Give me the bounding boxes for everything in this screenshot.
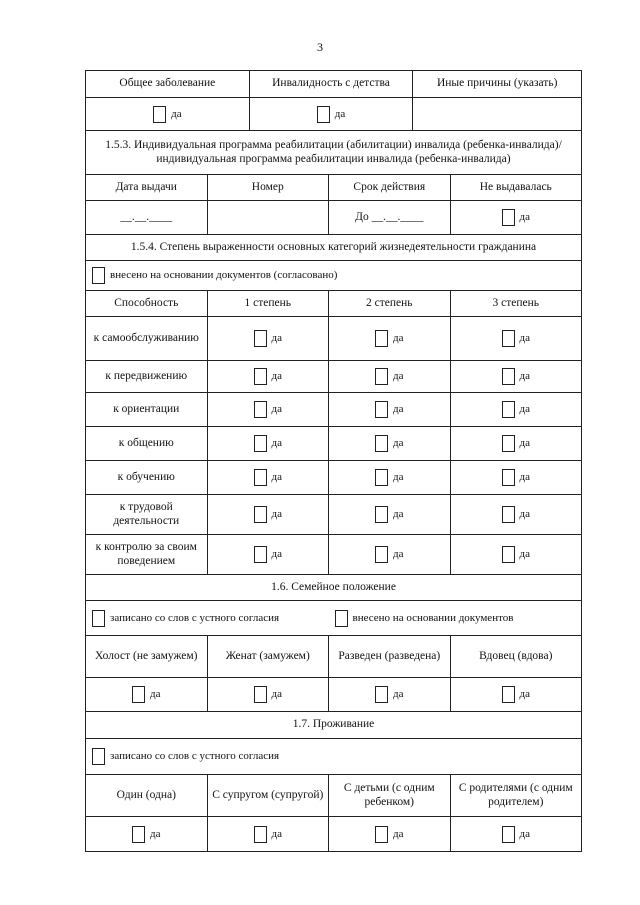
yes-label: да [393,470,404,483]
header-degree-2: 2 степень [329,291,451,317]
communication-degree-3-checkbox[interactable] [502,435,515,452]
single-checkbox[interactable] [132,686,145,703]
communication-degree-2-checkbox[interactable] [375,435,388,452]
form-page [85,70,582,852]
header-degree-1: 1 степень [207,291,329,317]
self-care-degree-3-checkbox[interactable] [502,330,515,347]
table-row [86,495,582,535]
ability-label: к обучению [86,461,208,495]
header-other-causes: Иные причины (указать) [413,71,582,98]
ability-label: к трудовой деятельности [86,495,208,535]
alone-checkbox[interactable] [132,826,145,843]
header-not-issued: Не выдавалась [450,175,581,201]
with-spouse-checkbox[interactable] [254,826,267,843]
mobility-degree-3-checkbox[interactable] [502,368,515,385]
section-1-6-title: 1.6. Семейное положение [86,575,582,601]
yes-label: да [271,687,283,700]
life-activity-table [85,234,582,575]
self-care-degree-2-checkbox[interactable] [375,330,388,347]
learning-degree-2-checkbox[interactable] [375,469,388,486]
ability-label: к передвижению [86,361,208,393]
not-issued-cell [450,201,581,235]
table-row [86,535,582,575]
yes-label: да [393,369,404,382]
marital-oral-cell [86,601,329,636]
yes-label: да [393,507,404,520]
behavior-control-degree-3-checkbox[interactable] [502,546,515,563]
living-oral-checkbox[interactable] [92,748,105,765]
table-row [86,461,582,495]
table-row [86,317,582,361]
yes-label: да [150,827,161,840]
living-oral-label: записано со слов с устного согласия [110,749,280,762]
header-married: Женат (замужем) [207,636,329,678]
yes-label: да [393,827,404,840]
self-care-degree-1-checkbox[interactable] [254,330,267,347]
header-single: Холост (не замужем) [86,636,208,678]
mobility-degree-1-checkbox[interactable] [254,368,267,385]
yes-label: да [171,107,182,120]
widowed-checkbox[interactable] [502,686,515,703]
section-1-5-3-title: 1.5.3. Индивидуальная программа реабилитации (абилитации) инвалида (ребенка-инвалида)/индивидуальная программа реабилитации инвалида (ребенка-инвалида) [86,131,582,175]
header-validity: Срок действия [329,175,451,201]
marital-oral-label: записано со слов с устного согласия [110,611,280,624]
validity-until-field[interactable]: До __.__.____ [329,201,451,235]
marital-oral-checkbox[interactable] [92,610,105,627]
yes-label: да [150,687,161,700]
ability-label: к ориентации [86,393,208,427]
header-with-spouse: С супругом (супругой) [207,775,329,817]
cause-general-cell [86,98,250,131]
behavior-control-degree-2-checkbox[interactable] [375,546,388,563]
yes-label: да [271,402,283,415]
yes-label: да [393,547,404,560]
yes-label: да [271,369,283,382]
yes-label: да [519,470,531,483]
header-alone: Один (одна) [86,775,208,817]
header-divorced: Разведен (разведена) [329,636,451,678]
yes-label: да [271,470,283,483]
basis-docs-cell [86,261,582,291]
basis-docs-label: внесено на основании документов (согласовано) [110,268,338,281]
table-row [86,427,582,461]
marital-docs-checkbox[interactable] [335,610,348,627]
header-issue-date: Дата выдачи [86,175,208,201]
header-degree-3: 3 степень [450,291,581,317]
header-widowed: Вдовец (вдова) [450,636,581,678]
section-1-7-title: 1.7. Проживание [86,712,582,739]
header-disabled-since-childhood: Инвалидность с детства [249,71,413,98]
yes-label: да [519,402,531,415]
behavior-control-degree-1-checkbox[interactable] [254,546,267,563]
header-general-disease: Общее заболевание [86,71,250,98]
yes-label: да [271,436,283,449]
not-issued-checkbox[interactable] [502,209,515,226]
table-row [86,393,582,427]
work-degree-1-checkbox[interactable] [254,506,267,523]
mobility-degree-2-checkbox[interactable] [375,368,388,385]
yes-label: да [271,331,283,344]
table-row [86,361,582,393]
other-causes-field[interactable] [413,98,582,131]
rehab-program-table [85,130,582,235]
communication-degree-1-checkbox[interactable] [254,435,267,452]
marital-status-table [85,574,582,712]
living-oral-cell [86,739,582,775]
orientation-degree-3-checkbox[interactable] [502,401,515,418]
disability-cause-table [85,70,582,131]
header-ability: Способность [86,291,208,317]
learning-degree-3-checkbox[interactable] [502,469,515,486]
yes-label: да [271,547,283,560]
header-with-parents: С родителями (с одним родителем) [450,775,581,817]
living-arrangement-table [85,711,582,852]
header-with-children: С детьми (с одним ребенком) [329,775,451,817]
work-degree-2-checkbox[interactable] [375,506,388,523]
work-degree-3-checkbox[interactable] [502,506,515,523]
issue-date-field[interactable]: __.__.____ [86,201,208,235]
ability-label: к самообслуживанию [86,317,208,361]
section-1-5-4-title: 1.5.4. Степень выраженности основных категорий жизнедеятельности гражданина [86,235,582,261]
header-number: Номер [207,175,329,201]
ability-label: к контролю за своим поведением [86,535,208,575]
yes-label: да [519,547,531,560]
basis-docs-checkbox[interactable] [92,267,105,284]
yes-label: да [519,827,531,840]
yes-label: да [519,436,531,449]
yes-label: да [393,402,404,415]
yes-label: да [393,331,404,344]
marital-docs-cell [329,601,582,636]
yes-label: да [519,331,531,344]
cause-childhood-cell [249,98,413,131]
yes-label: да [334,107,346,120]
marital-docs-label: внесено на основании документов [352,611,514,624]
with-parents-checkbox[interactable] [502,826,515,843]
divorced-checkbox[interactable] [375,686,388,703]
with-children-checkbox[interactable] [375,826,388,843]
yes-label: да [519,507,531,520]
yes-label: да [393,436,404,449]
yes-label: да [519,210,531,223]
yes-label: да [271,827,283,840]
learning-degree-1-checkbox[interactable] [254,469,267,486]
married-checkbox[interactable] [254,686,267,703]
childhood-disability-checkbox[interactable] [317,106,330,123]
orientation-degree-1-checkbox[interactable] [254,401,267,418]
orientation-degree-2-checkbox[interactable] [375,401,388,418]
general-disease-checkbox[interactable] [153,106,166,123]
ability-label: к общению [86,427,208,461]
program-number-field[interactable] [207,201,329,235]
yes-label: да [519,369,531,382]
page-number: 3 [317,40,323,54]
yes-label: да [393,687,404,700]
yes-label: да [519,687,531,700]
yes-label: да [271,507,283,520]
